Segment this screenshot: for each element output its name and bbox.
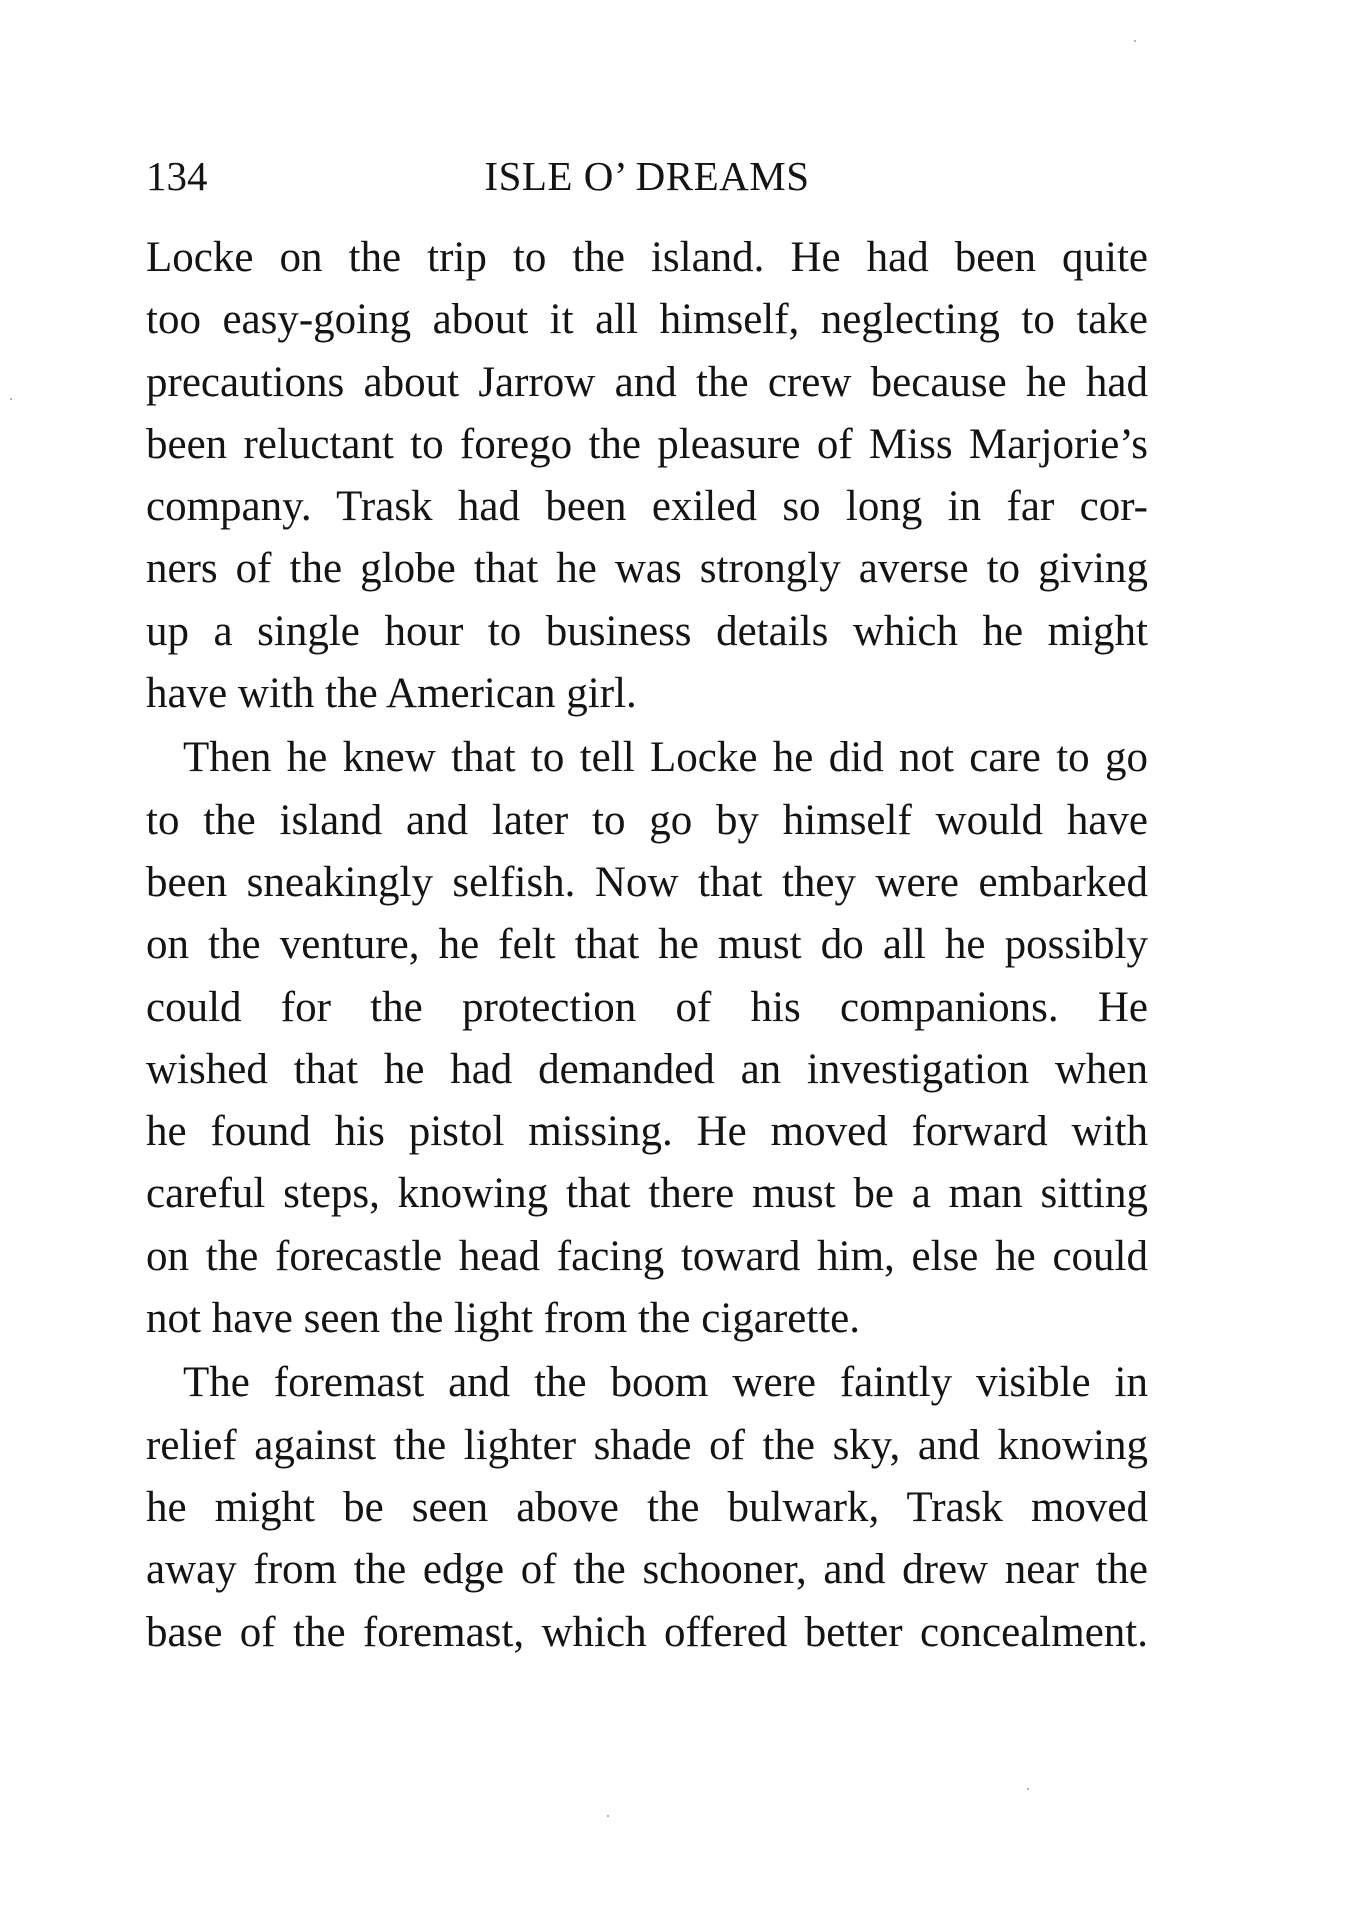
text-line: on the forecastle head facing toward him, else he could xyxy=(146,1232,1148,1280)
text-line: been sneakingly selfish. Now that they were embarked xyxy=(146,858,1148,906)
paper-speck xyxy=(1027,1788,1029,1790)
paper-speck xyxy=(1134,40,1136,42)
paragraph-2 xyxy=(146,727,1148,1350)
text-line: company. Trask had been exiled so long in far cor- xyxy=(146,483,1148,531)
text-line: The foremast and the boom were faintly visible in xyxy=(183,1359,1148,1407)
text-line: Locke on the trip to the island. He had been quite xyxy=(146,234,1148,281)
paragraph-3 xyxy=(146,1352,1148,1663)
text-line: to the island and later to go by himself would have xyxy=(146,796,1148,844)
text-line: wished that he had demanded an investigation when xyxy=(146,1045,1148,1093)
paper-speck xyxy=(607,1815,609,1817)
running-title: ISLE O’ DREAMS xyxy=(484,153,810,199)
text-line: base of the foremast, which offered better concealment. xyxy=(146,1608,1148,1656)
text-line: careful steps, knowing that there must be a man sitting xyxy=(146,1170,1148,1218)
text-line: on the venture, he felt that he must do all he possibly xyxy=(146,921,1148,969)
text-line: Then he knew that to tell Locke he did not care to go xyxy=(183,734,1148,782)
page-header xyxy=(146,150,1148,202)
text-line: could for the protection of his companions. He xyxy=(146,983,1148,1031)
paragraph-1 xyxy=(146,227,1148,725)
text-line: up a single hour to business details which he might xyxy=(146,607,1148,655)
text-line: precautions about Jarrow and the crew because he had xyxy=(146,358,1148,406)
body-text xyxy=(146,227,1148,1664)
text-line: been reluctant to forego the pleasure of Miss Marjorie’s xyxy=(146,420,1148,468)
text-line: have with the American girl. xyxy=(146,670,637,718)
text-line: away from the edge of the schooner, and drew near the xyxy=(146,1546,1148,1594)
text-line: too easy-going about it all himself, neglecting to take xyxy=(146,296,1148,344)
text-line: ners of the globe that he was strongly averse to giving xyxy=(146,545,1148,593)
page-number: 134 xyxy=(146,153,208,199)
text-line: he might be seen above the bulwark, Trask moved xyxy=(146,1483,1148,1531)
text-line: relief against the lighter shade of the sky, and knowing xyxy=(146,1421,1148,1469)
text-line: he found his pistol missing. He moved forward with xyxy=(146,1108,1148,1156)
paper-speck xyxy=(10,398,12,400)
text-line: not have seen the light from the cigarette. xyxy=(146,1295,861,1343)
